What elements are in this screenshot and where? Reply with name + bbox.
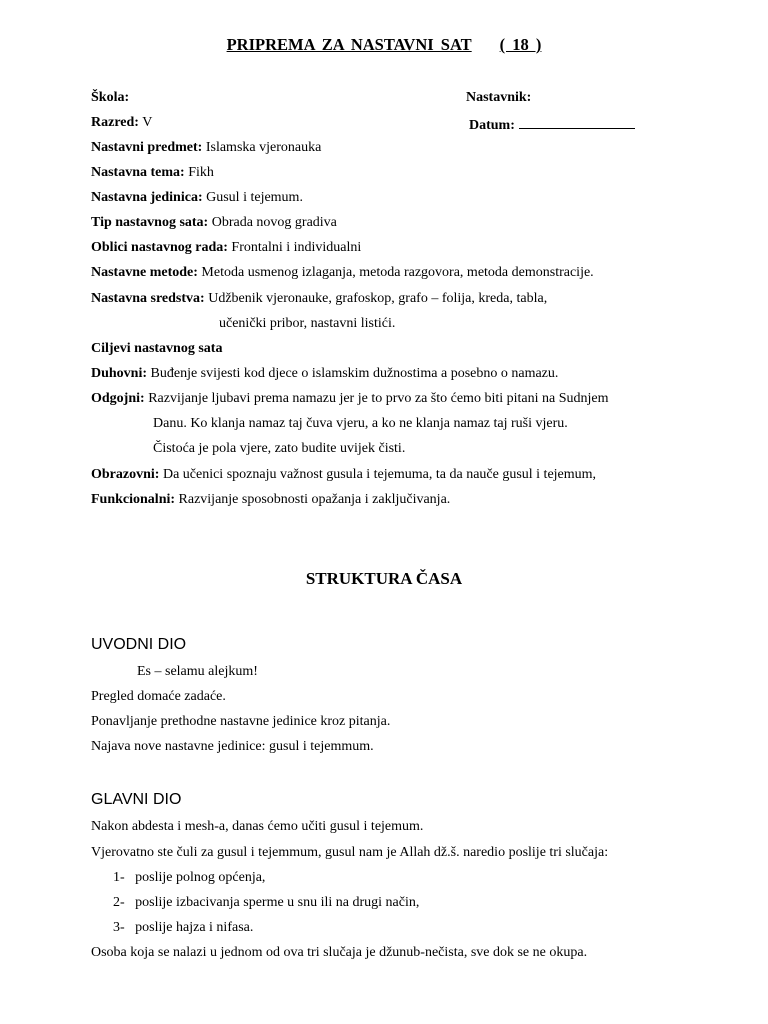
list-item-number: 3- xyxy=(113,920,125,935)
odgojni-value-3: Čistoća je pola vjere, zato budite uvijek čisti. xyxy=(153,441,406,456)
odgojni-value-1: Razvijanje ljubavi prema namazu jer je to prvo za što ćemo biti pitani na Sudnjem xyxy=(148,391,609,406)
glavni-line-2: Vjerovatno ste čuli za gusul i tejemmum, gusul nam je Allah dž.š. naredio poslije tri slučaja: xyxy=(91,845,609,860)
tema-row xyxy=(91,166,214,180)
list-item-text: poslije polnog općenja, xyxy=(135,870,266,885)
glavni-line-3: Osoba koja se nalazi u jednom od ova tri slučaja je džunub-nečista, sve dok se ne okupa. xyxy=(91,945,588,960)
razred-row xyxy=(91,116,152,130)
list-item xyxy=(113,896,419,910)
uvodni-heading: UVODNI DIO xyxy=(91,636,187,653)
glavni-heading: GLAVNI DIO xyxy=(91,791,182,808)
uvodni-line: Es – selamu alejkum! xyxy=(137,664,258,679)
list-item-text: poslije hajza i nifasa. xyxy=(135,920,254,935)
odgojni-label: Odgojni: xyxy=(91,391,145,406)
datum-label: Datum: xyxy=(469,118,515,133)
page-title xyxy=(0,37,768,54)
tip-row xyxy=(91,216,337,230)
list-item-number: 2- xyxy=(113,895,125,910)
list-item xyxy=(113,871,265,885)
title-text: PRIPREMA ZA NASTAVNI SAT xyxy=(226,35,472,54)
skola-label: Škola: xyxy=(91,90,130,105)
list-item-text: poslije izbacivanja sperme u snu ili na drugi način, xyxy=(135,895,420,910)
tip-label: Tip nastavnog sata: xyxy=(91,215,209,230)
jedinica-value: Gusul i tejemum. xyxy=(206,190,303,205)
obrazovni-value: Da učenici spoznaju važnost gusula i tejemuma, ta da nauče gusul i tejemum, xyxy=(162,467,597,482)
tema-label: Nastavna tema: xyxy=(91,165,185,180)
obrazovni-label: Obrazovni: xyxy=(91,467,160,482)
duhovni-row xyxy=(91,367,558,381)
metode-value: Metoda usmenog izlaganja, metoda razgovora, metoda demonstracije. xyxy=(201,265,594,280)
goals-heading: Ciljevi nastavnog sata xyxy=(91,341,223,356)
glavni-line-1: Nakon abdesta i mesh-a, danas ćemo učiti gusul i tejemum. xyxy=(91,819,424,834)
jedinica-label: Nastavna jedinica: xyxy=(91,190,203,205)
sredstva-row xyxy=(91,292,547,306)
predmet-label: Nastavni predmet: xyxy=(91,140,203,155)
obrazovni-row xyxy=(91,468,596,482)
metode-label: Nastavne metode: xyxy=(91,265,198,280)
oblici-label: Oblici nastavnog rada: xyxy=(91,240,228,255)
odgojni-value-2: Danu. Ko klanja namaz taj čuva vjeru, a ko ne klanja namaz taj ruši vjeru. xyxy=(153,416,568,431)
nastavnik-label: Nastavnik: xyxy=(466,90,532,105)
uvodni-line: Pregled domaće zadaće. xyxy=(91,689,226,704)
sredstva-label: Nastavna sredstva: xyxy=(91,291,205,306)
list-item-number: 1- xyxy=(113,870,125,885)
duhovni-value: Buđenje svijesti kod djece o islamskim dužnostima a posebno o namazu. xyxy=(150,366,559,381)
predmet-row xyxy=(91,141,321,155)
sredstva-value-1: Udžbenik vjeronauke, grafoskop, grafo – folija, kreda, tabla, xyxy=(208,291,548,306)
funkcionalni-label: Funkcionalni: xyxy=(91,492,176,507)
odgojni-row xyxy=(91,392,609,406)
tip-value: Obrada novog gradiva xyxy=(211,215,337,230)
structure-title: STRUKTURA ČASA xyxy=(305,569,463,588)
oblici-row xyxy=(91,241,361,255)
razred-value: V xyxy=(142,115,153,130)
tema-value: Fikh xyxy=(188,165,214,180)
jedinica-row xyxy=(91,191,303,205)
funkcionalni-row xyxy=(91,493,450,507)
duhovni-label: Duhovni: xyxy=(91,366,148,381)
funkcionalni-value: Razvijanje sposobnosti opažanja i zaključivanja. xyxy=(178,492,451,507)
datum-row xyxy=(469,116,635,133)
metode-row xyxy=(91,266,594,280)
datum-blank-line xyxy=(519,116,635,129)
list-item xyxy=(113,921,253,935)
uvodni-line: Najava nove nastavne jedinice: gusul i tejemmum. xyxy=(91,739,374,754)
sredstva-value-2: učenički pribor, nastavni listići. xyxy=(219,316,396,331)
uvodni-line: Ponavljanje prethodne nastavne jedinice kroz pitanja. xyxy=(91,714,391,729)
title-number: ( 18 ) xyxy=(499,35,542,54)
oblici-value: Frontalni i individualni xyxy=(231,240,362,255)
razred-label: Razred: xyxy=(91,115,139,130)
predmet-value: Islamska vjeronauka xyxy=(205,140,322,155)
